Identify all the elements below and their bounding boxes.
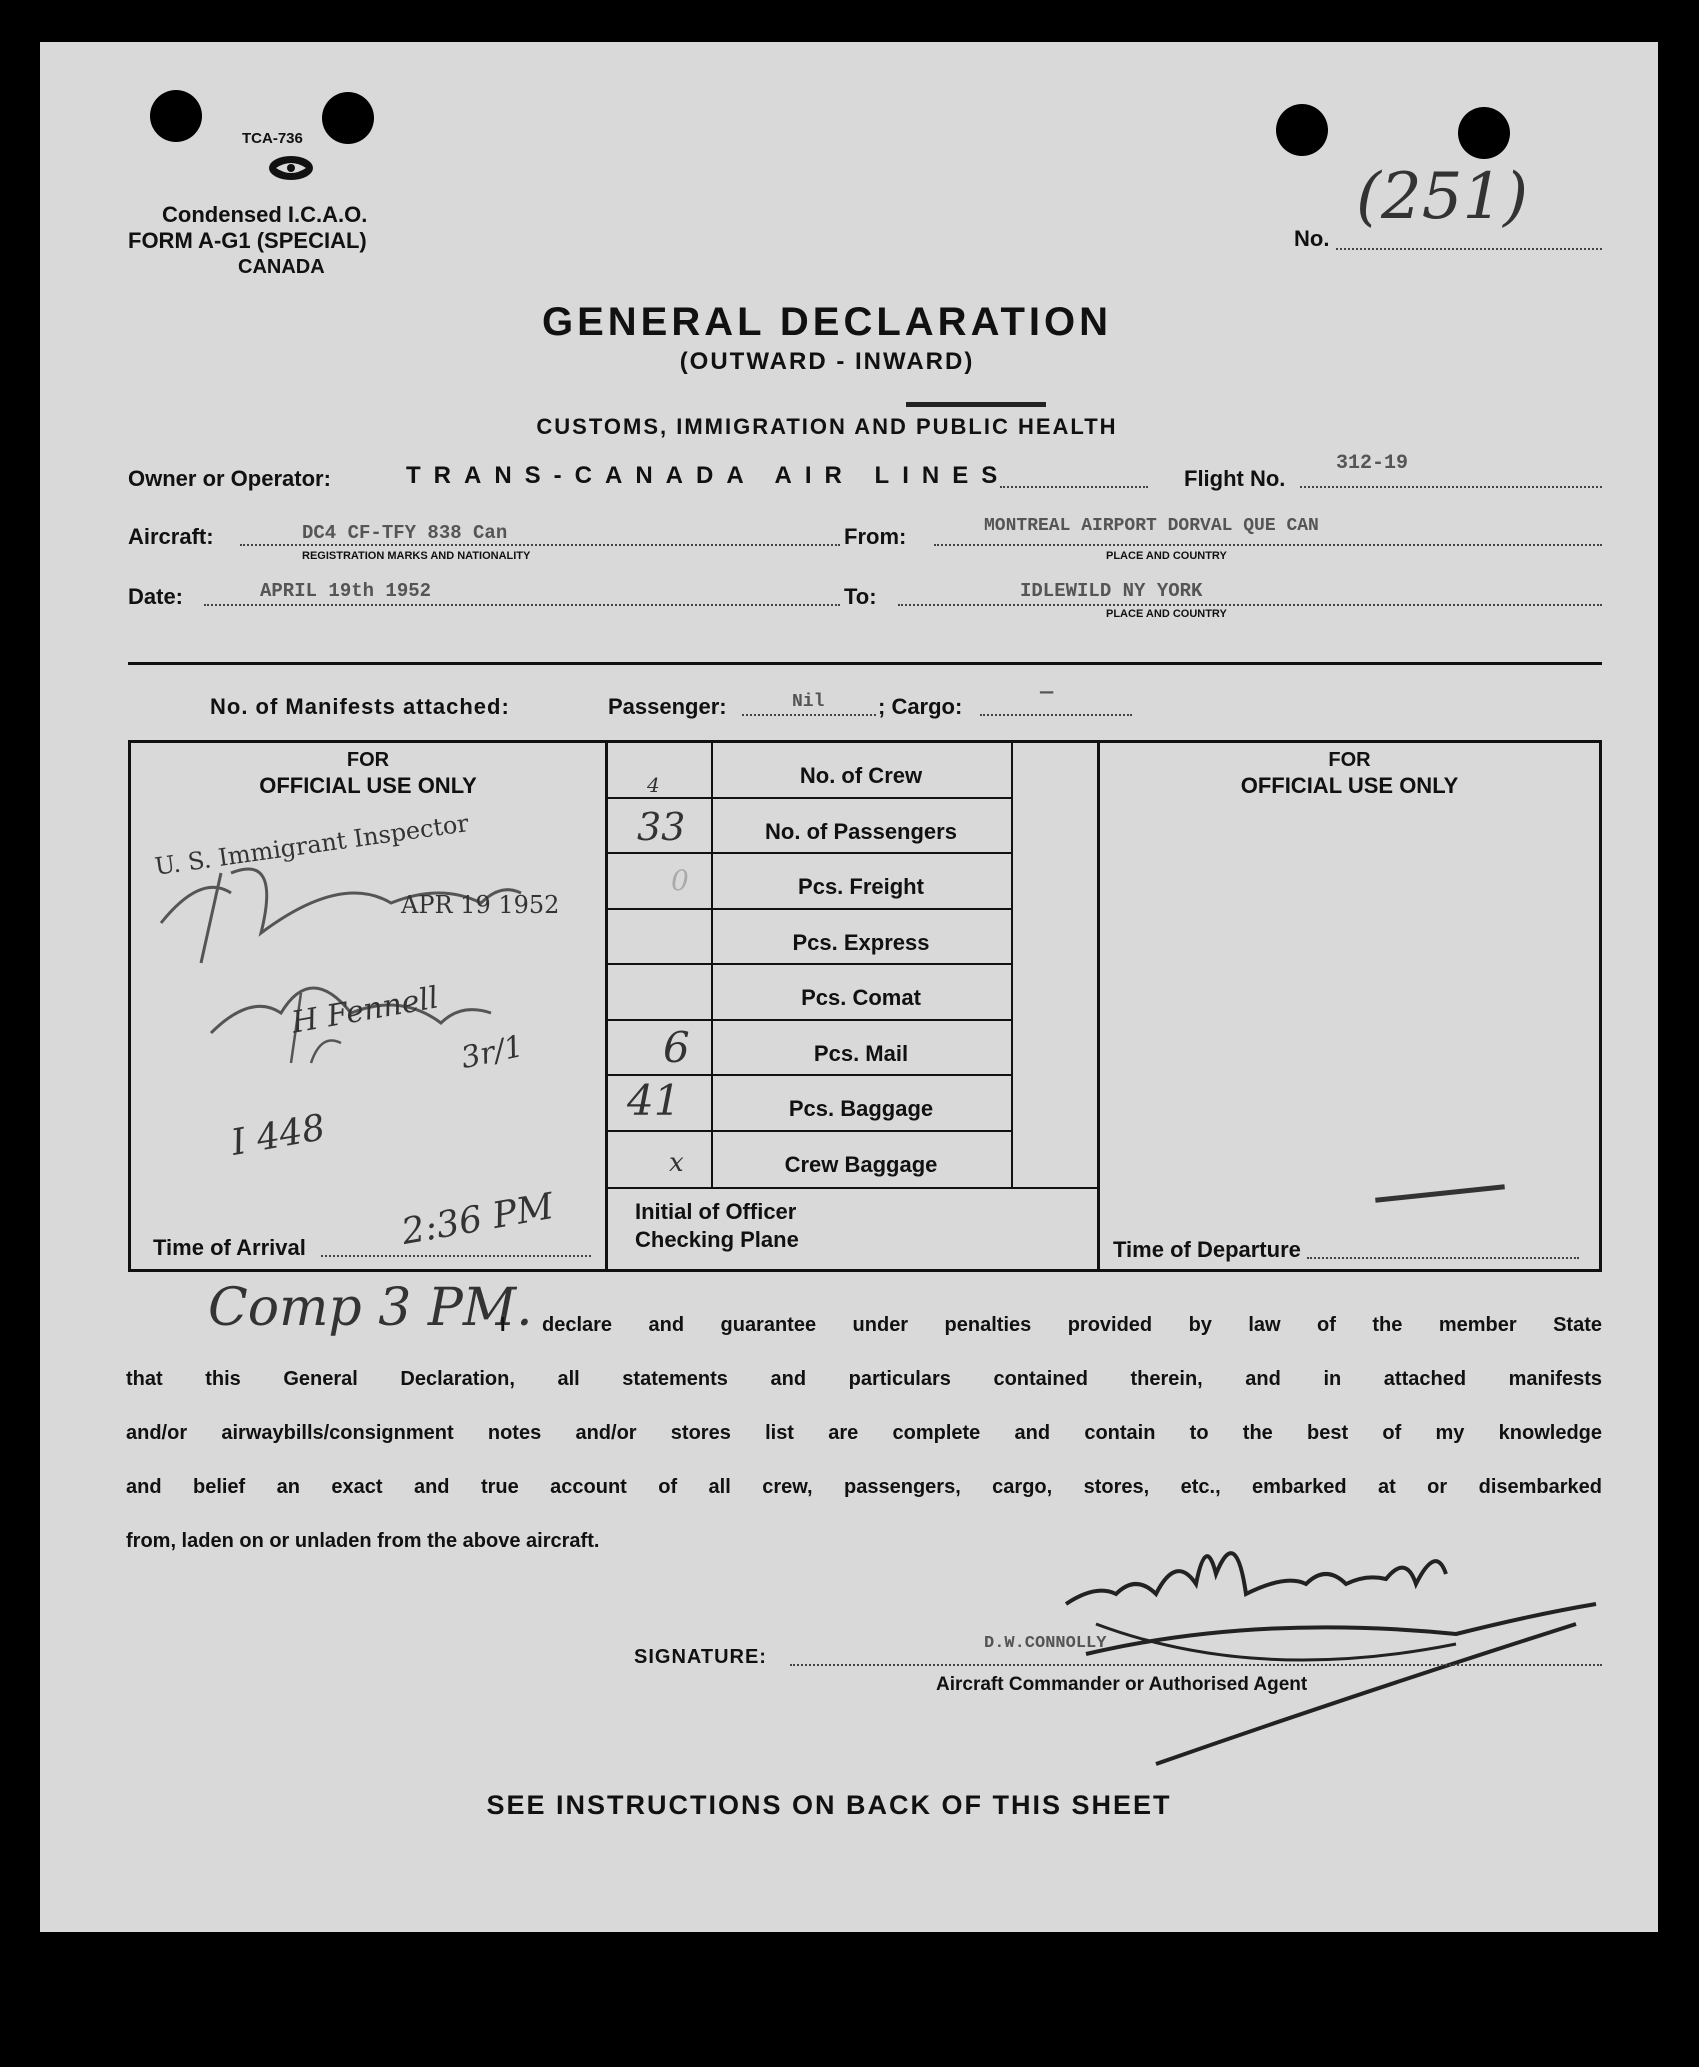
aircraft-label: Aircraft: (128, 524, 214, 549)
row-label: No. of Crew (799, 763, 923, 788)
signature-typed-name: D.W.CONNOLLY (984, 1634, 1107, 1653)
row-count: 4 (647, 773, 660, 797)
signature-caption: Aircraft Commander or Authorised Agent (936, 1674, 1308, 1695)
row-label: No. of Passengers (765, 819, 957, 844)
flight-label: Flight No. (1184, 466, 1286, 491)
date-label: Date: (128, 584, 184, 609)
row-count: 6 (663, 1023, 690, 1072)
row-count: x (669, 1148, 684, 1178)
left-for: FOR (346, 749, 390, 771)
owner-value: TRANS-CANADA AIR LINES (406, 462, 1011, 489)
form-line-1: Condensed I.C.A.O. (162, 202, 368, 227)
manifests-cargo-underline (980, 704, 1132, 716)
table-row (607, 1021, 1011, 1076)
no-label: No. (1294, 226, 1330, 251)
punch-hole (1276, 104, 1328, 156)
table-divider (1097, 743, 1100, 1269)
right-for: FOR (1328, 749, 1371, 771)
from-caption: PLACE AND COUNTRY (1106, 550, 1227, 562)
from-value: MONTREAL AIRPORT DORVAL QUE CAN (984, 516, 1319, 536)
row-count: 0 (671, 864, 689, 897)
owner-underline (1000, 476, 1148, 488)
date-value: APRIL 19th 1952 (260, 580, 432, 602)
declaration-line: I declare and guarantee under penalties provided by law of the member State (500, 1314, 1602, 1336)
counts-list (607, 743, 1097, 1189)
declaration-line: from, laden on or unladen from the above aircraft. (126, 1530, 600, 1552)
row-label: Pcs. Baggage (788, 1096, 934, 1121)
to-label: To: (844, 584, 877, 609)
time-departure-underline (1307, 1247, 1579, 1259)
manifests-label: No. of Manifests attached: (210, 694, 510, 719)
row-label: Crew Baggage (784, 1152, 938, 1177)
declaration-line: and/or airwaybills/consignment notes and/or stores list are complete and contain to the best of my knowledge (126, 1422, 1602, 1444)
stamp-date: APR 19 1952 (401, 891, 560, 919)
form-number: (251) (1356, 160, 1529, 234)
declaration-form (40, 42, 1658, 1932)
form-line-3: CANADA (238, 256, 325, 278)
left-official-use: OFFICIAL USE ONLY (259, 773, 477, 798)
commander-signature-icon (1056, 1514, 1616, 1784)
table-row (607, 799, 1011, 854)
to-value: IDLEWILD NY YORK (1020, 580, 1203, 602)
time-arrival-value: 2:36 PM (398, 1185, 557, 1254)
inspector-stamp: U. S. Immigrant Inspector (153, 809, 471, 881)
manifests-passenger-value: Nil (792, 692, 825, 712)
manifests-cargo-label: ; Cargo: (878, 694, 963, 719)
right-official-use: OFFICIAL USE ONLY (1240, 773, 1459, 798)
aircraft-value: DC4 CF-TFY 838 Can (302, 522, 508, 544)
initial-label-2: Checking Plane (635, 1227, 799, 1252)
time-departure-label: Time of Departure (1113, 1237, 1301, 1262)
tca-logo-icon (266, 154, 316, 182)
from-label: From: (844, 524, 907, 549)
signature-label: SIGNATURE: (634, 1646, 767, 1668)
punch-hole (150, 90, 202, 142)
manifests-cargo-value: — (1040, 680, 1054, 705)
inspection-table (128, 740, 1602, 1272)
divider (128, 662, 1602, 665)
form-line-2: FORM A-G1 (SPECIAL) (128, 228, 367, 253)
signature-underline (790, 1654, 1602, 1666)
page-title: GENERAL DECLARATION (541, 300, 1113, 344)
departure-strike (1375, 1184, 1505, 1203)
table-row (607, 743, 1011, 799)
declaration-line: that this General Declaration, all statements and particulars contained therein, and in attached manifests (126, 1368, 1602, 1390)
hand-note: I 448 (228, 1107, 329, 1164)
punch-hole (1458, 107, 1510, 159)
table-row (607, 965, 1011, 1021)
no-underline (1336, 236, 1602, 250)
row-label: Pcs. Mail (813, 1041, 909, 1066)
row-label: Pcs. Comat (801, 985, 921, 1010)
table-row (607, 910, 1011, 965)
form-code: TCA-736 (242, 130, 303, 147)
time-arrival-underline (321, 1245, 591, 1257)
manifests-passenger-label: Passenger: (608, 694, 727, 719)
owner-label: Owner or Operator: (128, 466, 331, 491)
flight-underline (1300, 476, 1602, 488)
section-heading: CUSTOMS, IMMIGRATION AND PUBLIC HEALTH (536, 414, 1118, 439)
flight-value: 312-19 (1336, 452, 1409, 475)
aircraft-caption: REGISTRATION MARKS AND NATIONALITY (302, 550, 531, 562)
hand-note: H Fennell (289, 980, 442, 1041)
row-count: 41 (627, 1076, 681, 1125)
row-label: Pcs. Express (792, 930, 930, 955)
to-caption: PLACE AND COUNTRY (1106, 608, 1227, 620)
initial-label-1: Initial of Officer (635, 1199, 797, 1224)
table-row (607, 854, 1011, 910)
table-row (607, 1076, 1011, 1132)
title-rule (906, 402, 1046, 407)
hand-note: 3r/1 (458, 1028, 527, 1077)
page-subtitle: (OUTWARD - INWARD) (679, 348, 975, 375)
row-count: 33 (637, 805, 686, 849)
row-label: Pcs. Freight (798, 874, 924, 899)
table-row (607, 1132, 1097, 1189)
footer-instructions: SEE INSTRUCTIONS ON BACK OF THIS SHEET (486, 1790, 1172, 1820)
time-arrival-label: Time of Arrival (153, 1235, 306, 1260)
declaration-line: and belief an exact and true account of all crew, passengers, cargo, stores, etc., embarked at or disembarked (126, 1476, 1602, 1498)
to-underline (898, 594, 1602, 606)
completed-note: Comp 3 PM. (208, 1278, 533, 1338)
punch-hole (322, 92, 374, 144)
